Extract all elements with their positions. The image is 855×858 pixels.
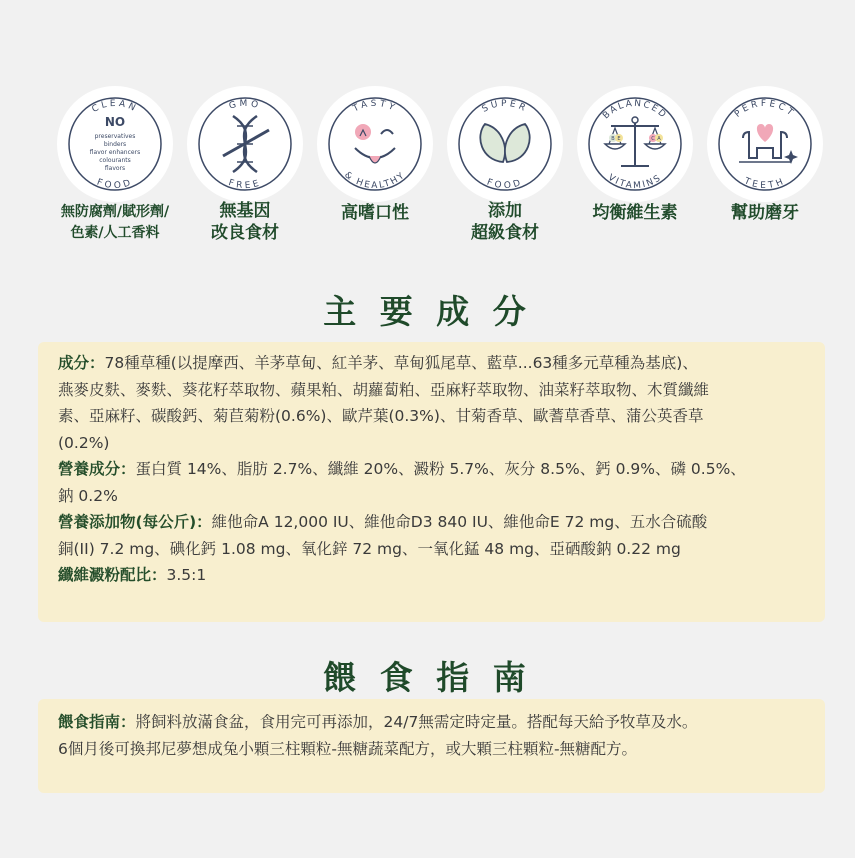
additives-line: 銅(II) 7.2 mg、碘化鈣 1.08 mg、氧化鋅 72 mg、一氧化錳 48 mg、亞硒酸鈉 0.22 mg [58,539,681,558]
svg-text:B: B [611,136,615,142]
ingredients-line: (0.2%) [58,433,110,452]
badge-caption: 無防腐劑/賦形劑/ 色素/人工香料 [60,204,170,241]
badge-caption: 高嗜口性 [341,203,409,223]
svg-text:GMO: GMO [228,98,262,112]
svg-text:C: C [651,136,655,142]
nutrition-line: 鈉 0.2% [58,486,118,505]
badge-gmo-free [180,84,310,244]
badge-tasty-healthy [310,84,440,244]
leaves-icon [445,84,565,204]
svg-text:FREE: FREE [227,178,263,192]
ingredients-heading: 主 要 成 分 [323,292,532,331]
happy-face-icon [315,84,435,204]
svg-text:FOOD: FOOD [95,177,135,192]
badge-caption: 無基因 改良食材 [211,201,279,243]
ingredients-panel [38,342,825,622]
no-additives-icon [55,84,175,204]
svg-text:E: E [617,136,621,142]
svg-text:A: A [657,136,661,142]
additives-line: 營養添加物(每公斤)：維他命A 12,000 IU、維他命D3 840 IU、維他命E 72 mg、五水合硫酸 [58,513,708,531]
svg-text:BALANCED: BALANCED [601,98,669,122]
svg-text:& HEALTHY: & HEALTHY [342,170,408,192]
badge-caption: 均衡維生素 [592,203,678,223]
svg-text:binders: binders [103,141,127,148]
svg-text:CLEAN: CLEAN [90,98,140,115]
ingredients-line: 燕麥皮麩、麥麩、葵花籽萃取物、蘋果粕、胡蘿蔔粕、亞麻籽萃取物、油菜籽萃取物、木質纖維 [58,380,710,399]
balance-scale-icon [575,84,695,204]
svg-text:SUPER: SUPER [480,98,530,115]
dna-strikethrough-icon [185,84,305,204]
badge-caption: 添加 超級食材 [471,201,539,243]
nutrition-line: 營養成分：蛋白質 14%、脂肪 2.7%、纖維 20%、澱粉 5.7%、灰分 8.5%、鈣 0.9%、磷 0.5%、 [58,460,746,478]
ingredients-line: 素、亞麻籽、碳酸鈣、菊苣菊粉(0.6%)、歐芹葉(0.3%)、甘菊香草、歐蓍草香草、蒲公英香草 [58,407,704,425]
svg-text:VITAMINS: VITAMINS [606,172,664,192]
svg-text:preservatives: preservatives [94,133,136,140]
feeding-panel [38,699,825,793]
badge-caption: 幫助磨牙 [731,203,799,223]
fiber-starch-ratio-line: 纖維澱粉配比：3.5:1 [58,566,207,584]
svg-text:FOOD: FOOD [485,177,525,192]
badge-perfect-teeth [700,84,830,244]
svg-text:TASTY: TASTY [351,98,399,115]
badge-clean-food [50,84,180,244]
feeding-line: 餵食指南：將飼料放滿食盆，食用完可再添加，24/7無需定時定量。搭配每天給予牧草及水。 [58,713,698,731]
tooth-heart-icon [705,84,825,204]
svg-text:flavors: flavors [104,165,126,172]
svg-text:colourants: colourants [99,157,131,164]
badge-balanced-vitamins [570,84,700,244]
badge-super-food [440,84,570,244]
ingredients-line: 成分：78種草種(以提摩西、羊茅草甸、紅羊茅、草甸狐尾草、藍草...63種多元草種為基底)、 [58,354,698,372]
feeding-heading: 餵 食 指 南 [323,658,532,697]
svg-text:TEETH: TEETH [742,176,788,192]
feeding-line: 6個月後可換邦尼夢想成兔小顆三柱顆粒-無糖蔬菜配方，或大顆三柱顆粒-無糖配方。 [58,739,638,758]
svg-text:flavor enhancers: flavor enhancers [89,149,141,156]
feature-badges [0,0,855,260]
svg-text:NO: NO [104,115,126,129]
svg-text:PERFECT: PERFECT [732,98,798,120]
